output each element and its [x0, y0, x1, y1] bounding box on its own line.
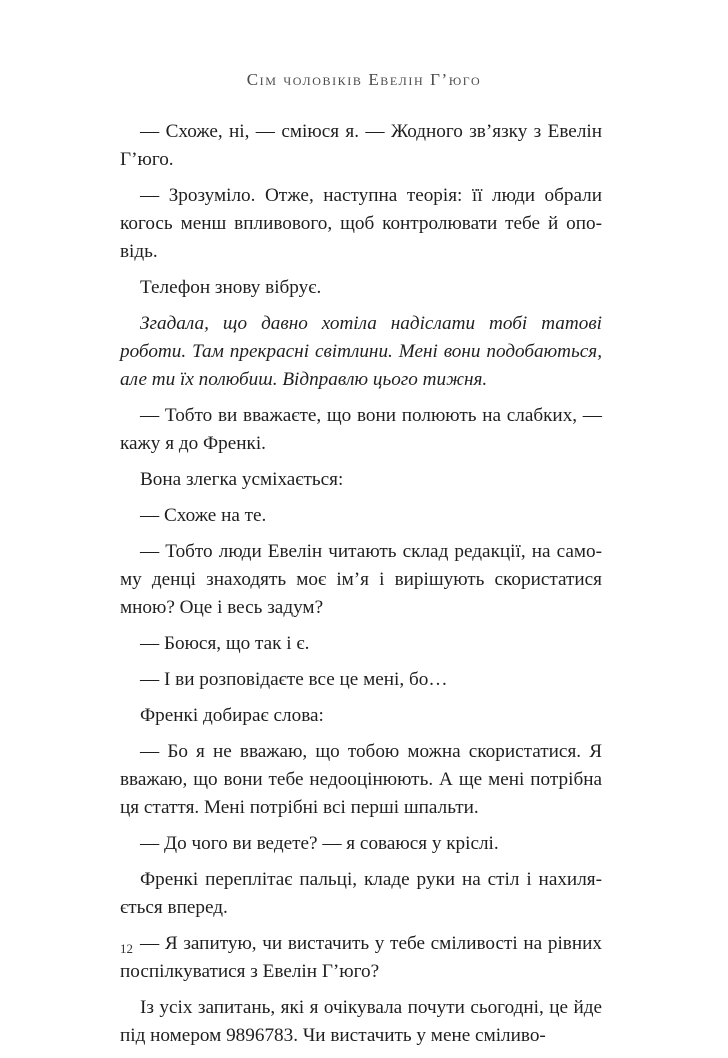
paragraph: Телефон знову вібрує. — [140, 277, 322, 298]
running-title: Сім чоловіків Евелін Г’юго — [246, 70, 482, 89]
paragraph: Френкі переплітає пальці, кладе руки на стіл і нахиляється вперед. — [120, 869, 602, 918]
paragraph: — Тобто ви вважаєте, що вони полюють на слабких, — кажу я до Френкі. — [120, 405, 602, 454]
paragraph: — Схоже на те. — [140, 505, 267, 526]
paragraph: — Боюся, що так і є. — [140, 633, 310, 654]
paragraph: — Схоже, ні, — сміюся я. — Жодного зв’язку з Евелін Г’юго. — [120, 121, 602, 170]
paragraph: — До чого ви ведете? — я соваюся у кріслі. — [140, 833, 499, 854]
paragraph: — І ви розповідаєте все це мені, бо… — [140, 669, 448, 690]
paragraph: — Зрозуміло. Отже, наступна теорія: її люди обрали когось менш впливового, щоб контролювати тебе й оповідь. — [120, 185, 602, 262]
paragraph: — Тобто люди Евелін читають склад редакції, на самому денці знаходять моє ім’я і вирішують скористатися мною? Оце і весь задум? — [120, 541, 602, 618]
paragraph: Із усіх запитань, які я очікувала почути сьогодні, це йде під номером 9896783. Чи вистачить у мене сміливо- — [120, 997, 602, 1046]
paragraph-italic-message: Згадала, що давно хотіла надіслати тобі татові роботи. Там прекрасні світлини. Мені вони подобаються, але ти їх полюбиш. Відправлю цього тижня. — [120, 313, 602, 390]
page-number: 12 — [120, 941, 133, 956]
paragraph: Френкі добирає слова: — [140, 705, 324, 726]
paragraph: Вона злегка усміхається: — [140, 469, 344, 490]
paragraph: — Бо я не вважаю, що тобою можна скористатися. Я вважаю, що вони тебе недооцінюють. А ще мені потрібна ця стаття. Мені потрібні всі перші шпальти. — [120, 741, 602, 818]
paragraph: — Я запитую, чи вистачить у тебе сміливості на рівних поспілкуватися з Евелін Г’юго? — [120, 933, 602, 982]
body-text — [120, 118, 602, 1058]
